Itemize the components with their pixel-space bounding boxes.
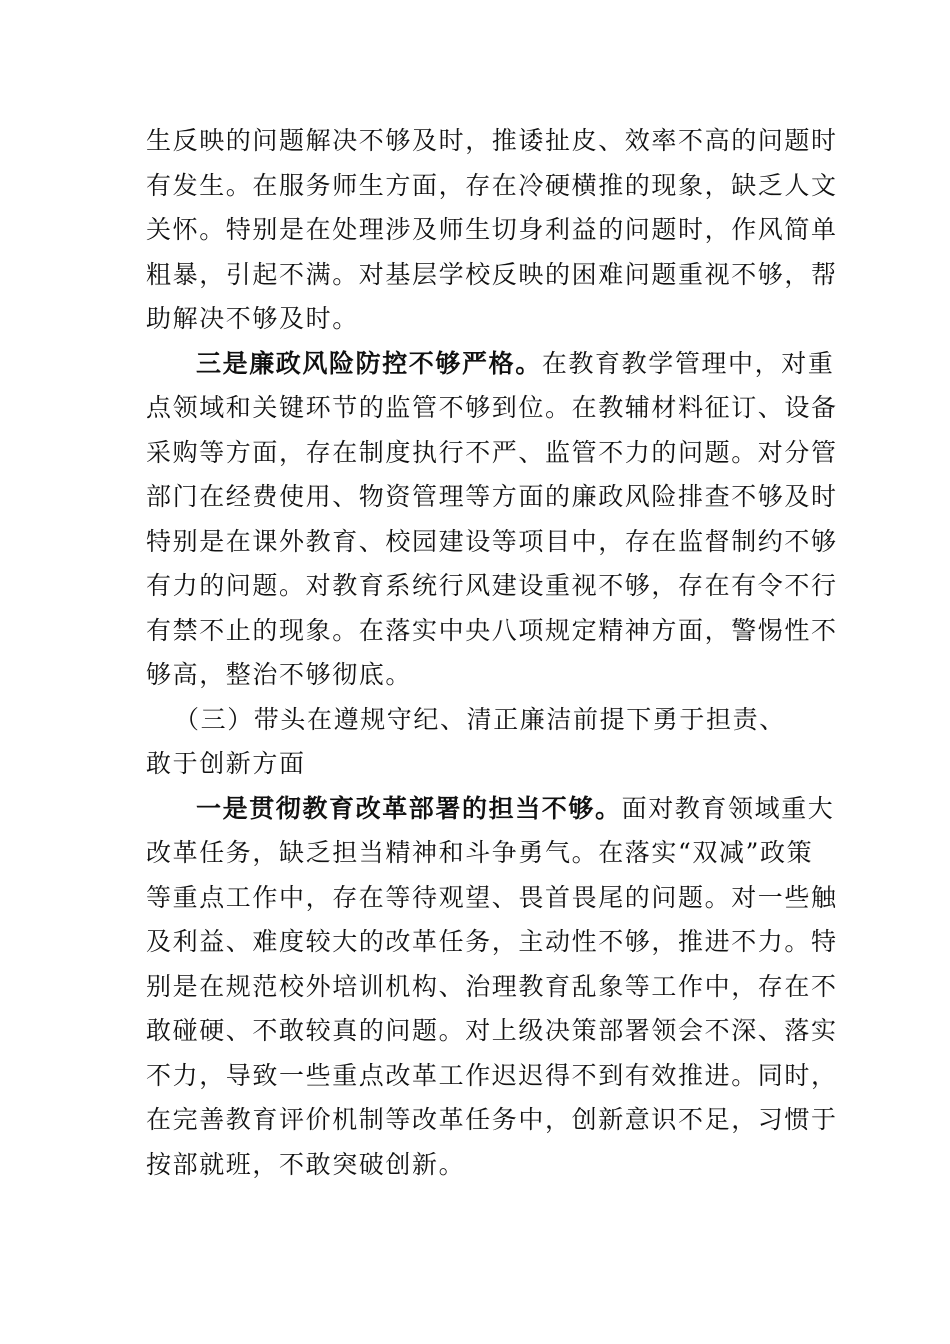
section-heading: （三）带头在遵规守纪、清正廉洁前提下勇于担责、	[174, 705, 786, 734]
paragraph-1-text: 面对教育领域重大	[621, 794, 835, 823]
text-line: 够高，整治不够彻底。	[146, 660, 413, 689]
text-line: 助解决不够及时。	[146, 304, 359, 333]
paragraph-1-heading: 一是贯彻教育改革部署的担当不够。	[196, 794, 622, 823]
text-line: 有禁不止的现象。在落实中央八项规定精神方面，警惕性不	[146, 616, 838, 645]
text-line: 生反映的问题解决不够及时，推诿扯皮、效率不高的问题时	[146, 126, 838, 155]
paragraph-3-text: 在教育教学管理中，对重	[541, 349, 835, 378]
text-line: 部门在经费使用、物资管理等方面的廉政风险排查不够及时	[146, 482, 838, 511]
text-line: 敢碰硬、不敢较真的问题。对上级决策部署领会不深、落实	[146, 1016, 838, 1045]
text-line: 改革任务，缺乏担当精神和斗争勇气。在落实“双减”政策	[146, 838, 814, 867]
text-line: 有发生。在服务师生方面，存在冷硬横推的现象，缺乏人文	[146, 171, 838, 200]
paragraph-3-first-line	[196, 349, 835, 379]
section-heading-cont: 敢于创新方面	[146, 749, 306, 778]
text-line: 有力的问题。对教育系统行风建设重视不够，存在有令不行	[146, 571, 838, 600]
paragraph-1-first-line	[196, 794, 835, 824]
text-line: 等重点工作中，存在等待观望、畏首畏尾的问题。对一些触	[146, 883, 838, 912]
text-line: 在完善教育评价机制等改革任务中，创新意识不足，习惯于	[146, 1105, 838, 1134]
text-line: 采购等方面，存在制度执行不严、监管不力的问题。对分管	[146, 438, 838, 467]
text-line: 关怀。特别是在处理涉及师生切身利益的问题时，作风简单	[146, 215, 838, 244]
paragraph-3-heading: 三是廉政风险防控不够严格。	[196, 349, 542, 378]
text-line: 特别是在课外教育、校园建设等项目中，存在监督制约不够	[146, 527, 838, 556]
text-line: 别是在规范校外培训机构、治理教育乱象等工作中，存在不	[146, 972, 838, 1001]
text-line: 及利益、难度较大的改革任务，主动性不够，推进不力。特	[146, 927, 838, 956]
text-line: 不力，导致一些重点改革工作迟迟得不到有效推进。同时，	[146, 1061, 838, 1090]
text-line: 粗暴，引起不满。对基层学校反映的困难问题重视不够，帮	[146, 260, 838, 289]
text-line: 按部就班，不敢突破创新。	[146, 1150, 466, 1179]
text-line: 点领域和关键环节的监管不够到位。在教辅材料征订、设备	[146, 393, 838, 422]
